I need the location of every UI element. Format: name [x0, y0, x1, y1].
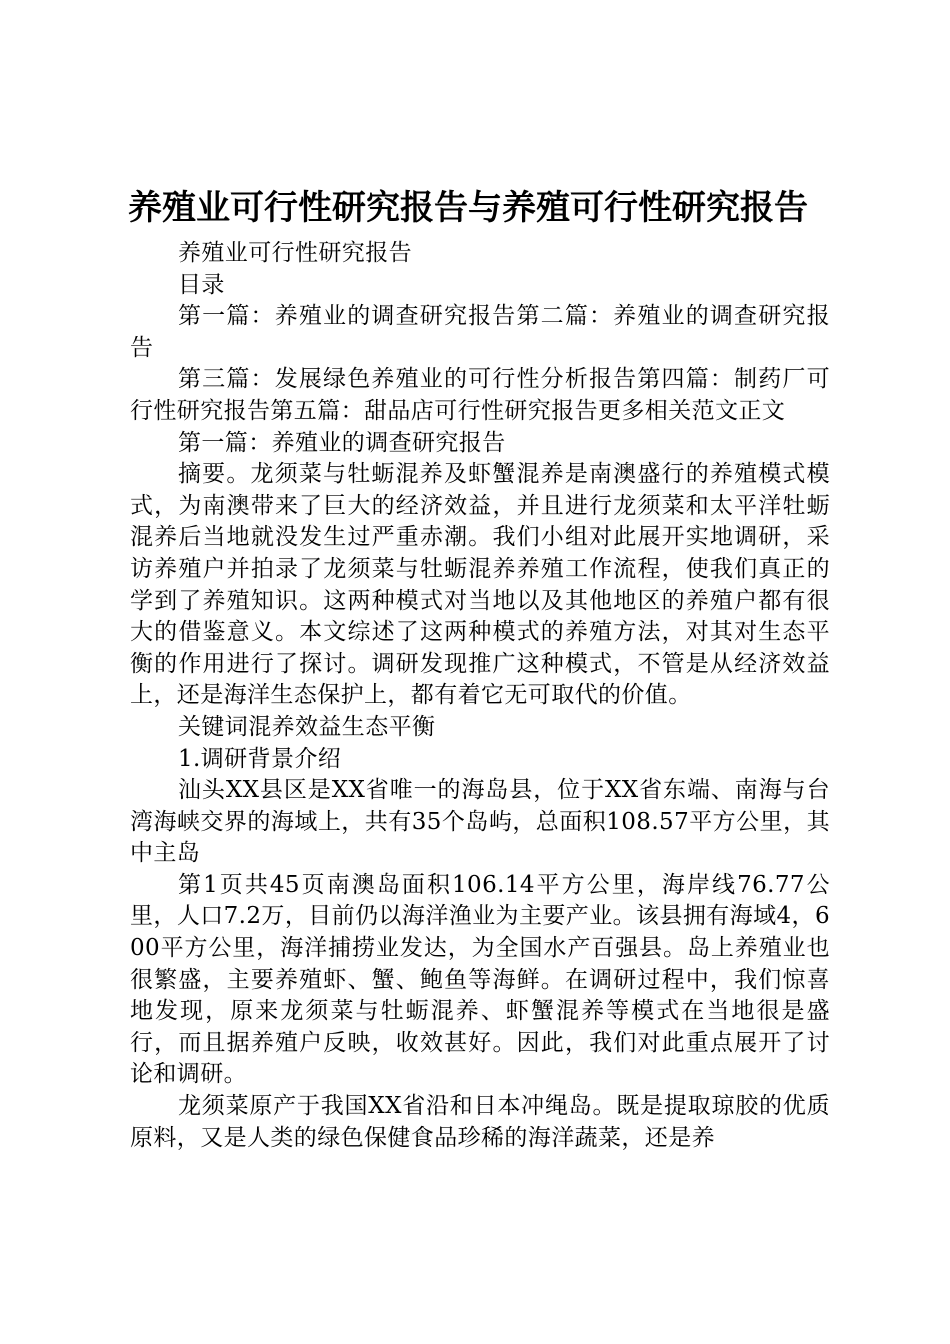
paragraph-report-heading: 养殖业可行性研究报告 [178, 240, 412, 266]
document-body [130, 238, 830, 1154]
paragraph-abstract: 摘要。龙须菜与牡蛎混养及虾蟹混养是南澳盛行的养殖模式模式，为南澳带来了巨大的经济效益，并且进行龙须菜和太平洋牡蛎混养后当地就没发生过严重赤潮。我们小组对此展开实地调研，采访养殖户并拍录了龙须菜与牡蛎混养养殖工作流程，使我们真正的学到了养殖知识。这两种模式对当地以及其他地区的养殖户都有很大的借鉴意义。本文综述了这两种模式的养殖方法，对其对生态平衡的作用进行了探讨。调研发现推广这种模式，不管是从经济效益上，还是海洋生态保护上，都有着它无可取代的价值。 [130, 461, 830, 709]
paragraph-keywords: 关键词混养效益生态平衡 [178, 713, 436, 740]
paragraph-toc-line-2: 第三篇：发展绿色养殖业的可行性分析报告第四篇：制药厂可行性研究报告第五篇：甜品店可行性研究报告更多相关范文正文 [130, 366, 830, 424]
paragraph-toc-heading: 目录 [178, 271, 225, 298]
paragraph-toc-line-1: 第一篇：养殖业的调查研究报告第二篇：养殖业的调查研究报告 [130, 303, 830, 361]
paragraph-background-3: 龙须菜原产于我国XX省沿和日本冲绳岛。既是提取琼胶的优质原料，又是人类的绿色保健食品珍稀的海洋蔬菜，还是养 [130, 1093, 830, 1151]
paragraph-background-1: 汕头XX县区是XX省唯一的海岛县，位于XX省东端、南海与台湾海峡交界的海域上，共有35个岛屿，总面积108.57平方公里，其中主岛 [130, 777, 830, 867]
paragraph-section-1-heading: 1.调研背景介绍 [178, 745, 342, 772]
paragraph-chapter-1-heading: 第一篇：养殖业的调查研究报告 [178, 429, 506, 456]
paragraph-background-2: 第1页共45页南澳岛面积106.14平方公里，海岸线76.77公里，人口7.2万，目前仍以海洋渔业为主要产业。该县拥有海域4，600平方公里，海洋捕捞业发达，为全国水产百强县。岛上养殖业也很繁盛，主要养殖虾、蟹、鲍鱼等海鲜。在调研过程中，我们惊喜地发现，原来龙须菜与牡蛎混养、虾蟹混养等模式在当地很是盛行，而且据养殖户反映，收效甚好。因此，我们对此重点展开了讨论和调研。 [130, 871, 830, 1088]
document-title: 养殖业可行性研究报告与养殖可行性研究报告 [128, 188, 808, 228]
